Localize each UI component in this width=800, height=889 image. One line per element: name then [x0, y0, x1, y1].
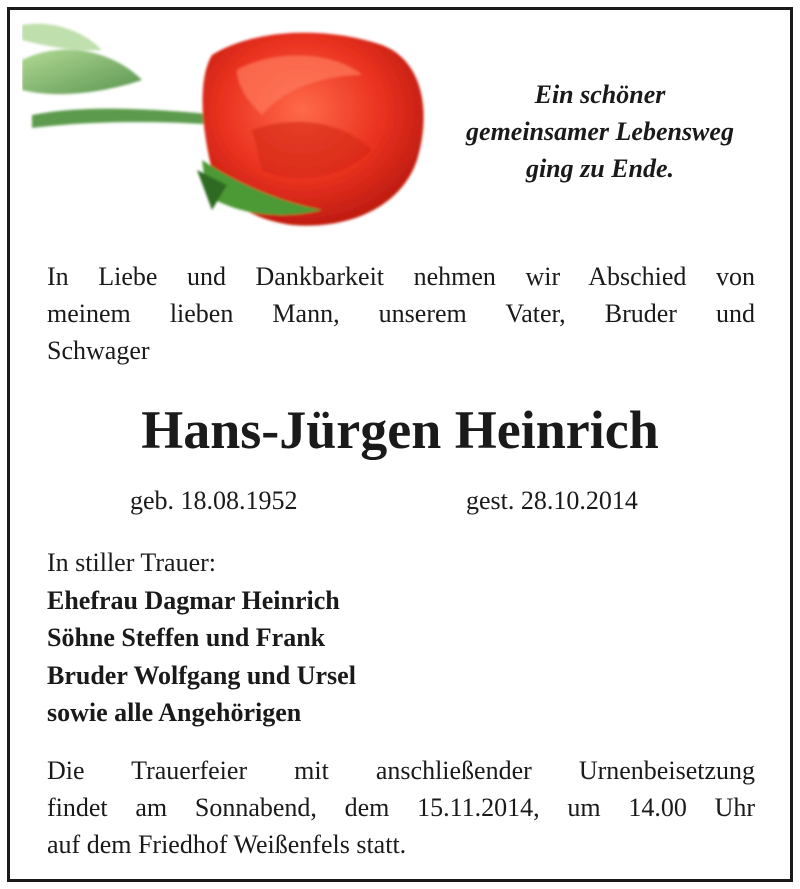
motto: [430, 76, 770, 187]
intro-line-2: meinem lieben Mann, unserem Vater, Bruder und: [47, 299, 755, 328]
mourner-1: Ehefrau Dagmar Heinrich: [47, 585, 340, 615]
service-info: [47, 752, 755, 863]
motto-line-3: ging zu Ende.: [525, 154, 675, 183]
service-line-2: findet am Sonnabend, dem 15.11.2014, um 14.00 Uhr: [47, 793, 755, 822]
intro-line-3: Schwager: [47, 336, 150, 365]
intro-line-1: In Liebe und Dankbarkeit nehmen wir Abschied von: [47, 262, 755, 291]
obituary-frame: [7, 7, 793, 882]
mourner-3: Bruder Wolfgang und Ursel: [47, 660, 356, 690]
motto-line-2: gemeinsamer Lebensweg: [466, 117, 734, 146]
deceased-name: Hans-Jürgen Heinrich: [141, 400, 659, 460]
mourners-heading: In stiller Trauer:: [47, 548, 216, 577]
birth-date: geb. 18.08.1952: [130, 486, 298, 515]
intro-text: [47, 258, 755, 369]
rose-image: [22, 20, 452, 235]
mourner-2: Söhne Steffen und Frank: [47, 623, 326, 652]
mourner-4: sowie alle Angehörigen: [47, 698, 302, 727]
mourners-block: [47, 544, 356, 732]
service-line-3: auf dem Friedhof Weißenfels statt.: [47, 830, 407, 859]
motto-line-1: Ein schöner: [534, 80, 666, 109]
death-date: gest. 28.10.2014: [466, 486, 638, 515]
service-line-1: Die Trauerfeier mit anschließender Urnenbeisetzung: [47, 756, 755, 785]
